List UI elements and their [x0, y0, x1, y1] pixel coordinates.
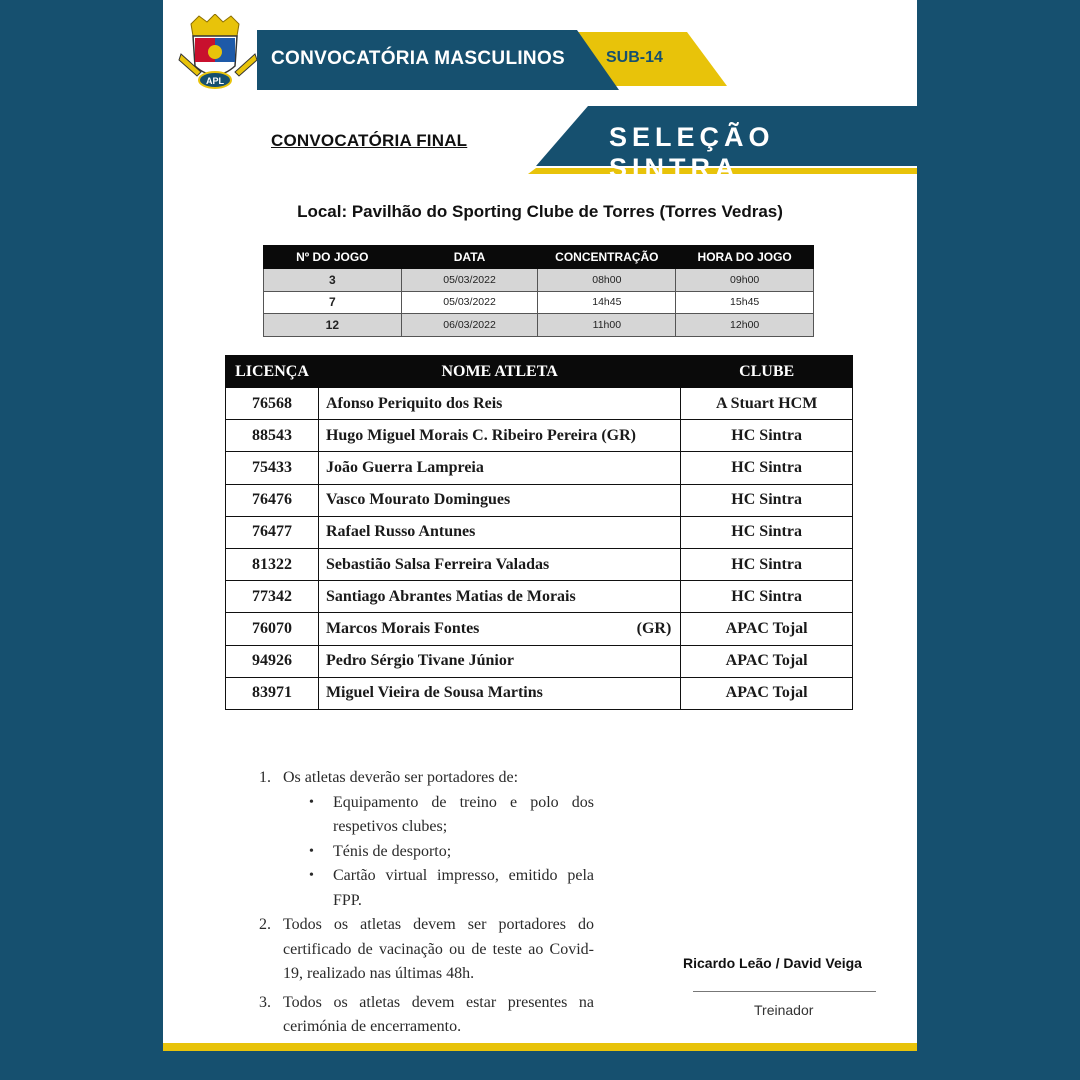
- document-title: CONVOCATÓRIA FINAL: [271, 131, 468, 150]
- games-header-cell: Nº DO JOGO: [264, 246, 402, 269]
- athletes-table: [225, 355, 853, 710]
- athlete-club: HC Sintra: [681, 484, 853, 516]
- table-row: [226, 548, 853, 580]
- table-row: [226, 420, 853, 452]
- athlete-license: 94926: [226, 645, 319, 677]
- games-header-cell: HORA DO JOGO: [676, 246, 814, 269]
- athlete-name: Rafael Russo Antunes: [325, 523, 476, 541]
- athlete-name: Pedro Sérgio Tivane Júnior: [325, 652, 514, 670]
- athlete-license: 81322: [226, 548, 319, 580]
- game-concentration: 14h45: [538, 291, 676, 314]
- games-header-cell: CONCENTRAÇÃO: [538, 246, 676, 269]
- signature-role: Treinador: [754, 1002, 814, 1018]
- athletes-header-license: LICENÇA: [226, 356, 319, 388]
- note-text: Todos os atletas devem ser portadores do certificado de vacinação ou de teste ao Covid-19, realizado nas últimas 48h.: [283, 916, 594, 982]
- athlete-license: 76476: [226, 484, 319, 516]
- athlete-name-cell: [318, 677, 680, 709]
- category-tag: SUB-14: [606, 49, 663, 66]
- notes-list: [259, 766, 594, 1040]
- athlete-name-cell: [318, 548, 680, 580]
- venue-text: Local: Pavilhão do Sporting Clube de Torres (Torres Vedras): [297, 202, 783, 221]
- bullet-item: [309, 791, 594, 840]
- game-date: 05/03/2022: [401, 269, 538, 292]
- athletes-header-name: NOME ATLETA: [318, 356, 680, 388]
- note-text: Todos os atletas devem estar presentes na cerimónia de encerramento.: [283, 993, 594, 1035]
- note-number: 3.: [259, 993, 271, 1011]
- athlete-license: 83971: [226, 677, 319, 709]
- bullet-text: Cartão virtual impresso, emitido pela FPP.: [333, 867, 594, 909]
- athlete-name-cell: [318, 645, 680, 677]
- game-number: 3: [264, 269, 402, 292]
- athlete-license: 75433: [226, 452, 319, 484]
- athlete-name-cell: [318, 613, 680, 645]
- coaches-names: Ricardo Leão / David Veiga: [683, 955, 862, 971]
- athlete-name: João Guerra Lampreia: [325, 458, 484, 476]
- athlete-name: Afonso Periquito dos Reis: [325, 394, 503, 412]
- athlete-name: Vasco Mourato Domingues: [325, 491, 511, 509]
- athlete-club: HC Sintra: [681, 452, 853, 484]
- table-row: [226, 581, 853, 613]
- athlete-license: 77342: [226, 581, 319, 613]
- bullet-dot: •: [309, 868, 314, 883]
- athletes-header-club: CLUBE: [681, 356, 853, 388]
- games-header-cell: DATA: [401, 246, 538, 269]
- athlete-name-cell: [318, 516, 680, 548]
- bullet-text: Ténis de desporto;: [333, 842, 452, 860]
- note-item: [259, 913, 594, 987]
- table-row: [226, 677, 853, 709]
- game-time: 15h45: [676, 291, 814, 314]
- game-date: 06/03/2022: [401, 314, 538, 337]
- footer-stripe: [163, 1043, 917, 1080]
- note-item: [259, 766, 594, 791]
- selection-title: SELEÇÃO SINTRA: [609, 122, 775, 183]
- note-bullets: [309, 791, 594, 914]
- games-table: [263, 245, 814, 337]
- table-row: [226, 645, 853, 677]
- table-row: [226, 613, 853, 645]
- athlete-license: 88543: [226, 420, 319, 452]
- athlete-license: 76477: [226, 516, 319, 548]
- logo-text: APL: [206, 76, 224, 86]
- game-time: 12h00: [676, 314, 814, 337]
- note-number: 1.: [259, 769, 271, 786]
- athlete-name-cell: [318, 452, 680, 484]
- game-concentration: 08h00: [538, 269, 676, 292]
- athlete-name-cell: [318, 420, 680, 452]
- table-row: [264, 291, 814, 314]
- table-row: [226, 452, 853, 484]
- table-row: [264, 269, 814, 292]
- game-concentration: 11h00: [538, 314, 676, 337]
- table-row: [226, 516, 853, 548]
- athlete-name-cell: [318, 581, 680, 613]
- note-item: [259, 991, 594, 1040]
- bullet-dot: •: [309, 794, 314, 810]
- game-time: 09h00: [676, 269, 814, 292]
- banner-title: CONVOCATÓRIA MASCULINOS: [271, 48, 566, 69]
- venue-line: [163, 202, 917, 222]
- athlete-name: Miguel Vieira de Sousa Martins: [325, 684, 543, 702]
- athlete-name: Marcos Morais Fontes: [325, 619, 480, 637]
- table-row: [264, 314, 814, 337]
- athlete-license: 76568: [226, 388, 319, 420]
- table-row: [226, 484, 853, 516]
- athlete-license: 76070: [226, 613, 319, 645]
- game-date: 05/03/2022: [401, 291, 538, 314]
- note-number: 2.: [259, 916, 271, 933]
- signature-line: [693, 991, 876, 992]
- bullet-text: Equipamento de treino e polo dos respetivos clubes;: [333, 793, 594, 835]
- game-number: 7: [264, 291, 402, 314]
- athlete-club: HC Sintra: [681, 548, 853, 580]
- athlete-name: Santiago Abrantes Matias de Morais: [325, 587, 576, 605]
- note-text: Os atletas deverão ser portadores de:: [283, 769, 519, 786]
- athlete-club: APAC Tojal: [681, 613, 853, 645]
- athlete-club: A Stuart HCM: [681, 388, 853, 420]
- athlete-club: HC Sintra: [681, 581, 853, 613]
- game-number: 12: [264, 314, 402, 337]
- bullet-item: [309, 864, 594, 913]
- bullet-dot: •: [309, 843, 314, 859]
- athlete-name: Sebastião Salsa Ferreira Valadas: [325, 555, 550, 573]
- athlete-club: HC Sintra: [681, 516, 853, 548]
- athlete-name-cell: [318, 388, 680, 420]
- document-page: [163, 0, 917, 1080]
- athlete-club: HC Sintra: [681, 420, 853, 452]
- athlete-club: APAC Tojal: [681, 677, 853, 709]
- athlete-name: Hugo Miguel Morais C. Ribeiro Pereira (GR): [325, 426, 636, 444]
- athlete-name-cell: [318, 484, 680, 516]
- bullet-item: [309, 840, 594, 865]
- table-row: [226, 388, 853, 420]
- athlete-club: APAC Tojal: [681, 645, 853, 677]
- goalkeeper-tag: (GR): [636, 619, 672, 637]
